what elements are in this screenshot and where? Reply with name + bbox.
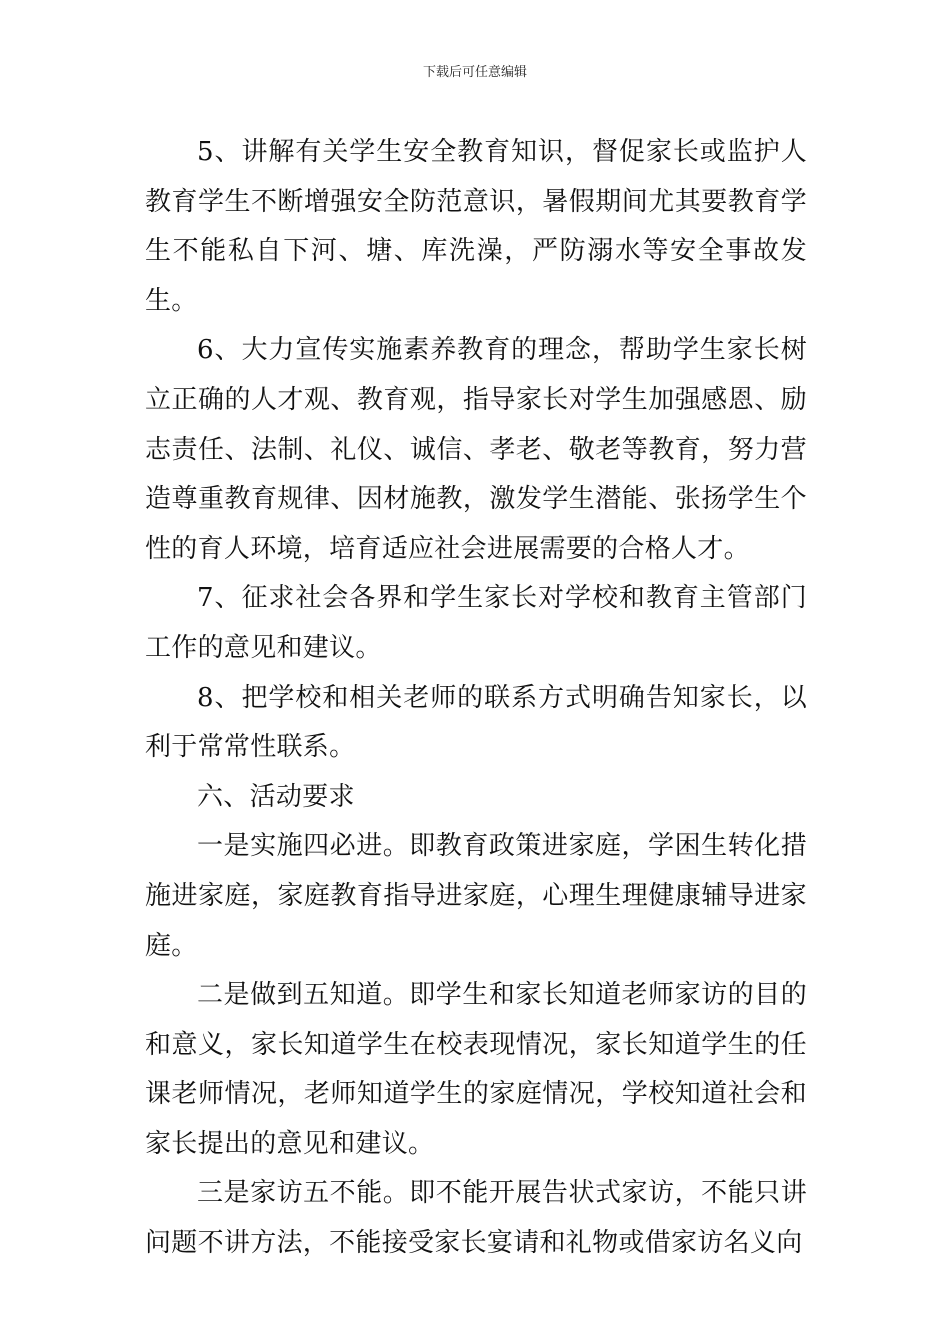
- paragraph-requirement-1: 一是实施四必进。即教育政策进家庭，学困生转化措施进家庭，家庭教育指导进家庭，心理生理健康辅导进家庭。: [145, 831, 807, 961]
- paragraph-item-5: 5、讲解有关学生安全教育知识，督促家长或监护人教育学生不断增强安全防范意识，暑假期间尤其要教育学生不能私自下河、塘、库洗澡，严防溺水等安全事故发生。: [145, 137, 807, 316]
- paragraph-requirement-3: 三是家访五不能。即不能开展告状式家访，不能只讲问题不讲方法，不能接受家长宴请和礼物或借家访名义向: [145, 1178, 807, 1259]
- document-body: [145, 128, 807, 1269]
- paragraph-item-6: 6、大力宣传实施素养教育的理念，帮助学生家长树立正确的人才观、教育观，指导家长对学生加强感恩、励志责任、法制、礼仪、诚信、孝老、敬老等教育，努力营造尊重教育规律、因材施教，激发学生潜能、张扬学生个性的育人环境，培育适应社会进展需要的合格人才。: [145, 335, 807, 564]
- page-header: 下载后可任意编辑: [422, 65, 527, 80]
- paragraph-item-8: 8、把学校和相关老师的联系方式明确告知家长，以利于常常性联系。: [145, 682, 807, 763]
- paragraph-item-7: 7、征求社会各界和学生家长对学校和教育主管部门工作的意见和建议。: [145, 583, 807, 663]
- section-heading-requirements: 六、活动要求: [197, 781, 355, 812]
- paragraph-requirement-2: 二是做到五知道。即学生和家长知道老师家访的目的和意义，家长知道学生在校表现情况，家长知道学生的任课老师情况，老师知道学生的家庭情况，学校知道社会和家长提出的意见和建议。: [145, 980, 807, 1159]
